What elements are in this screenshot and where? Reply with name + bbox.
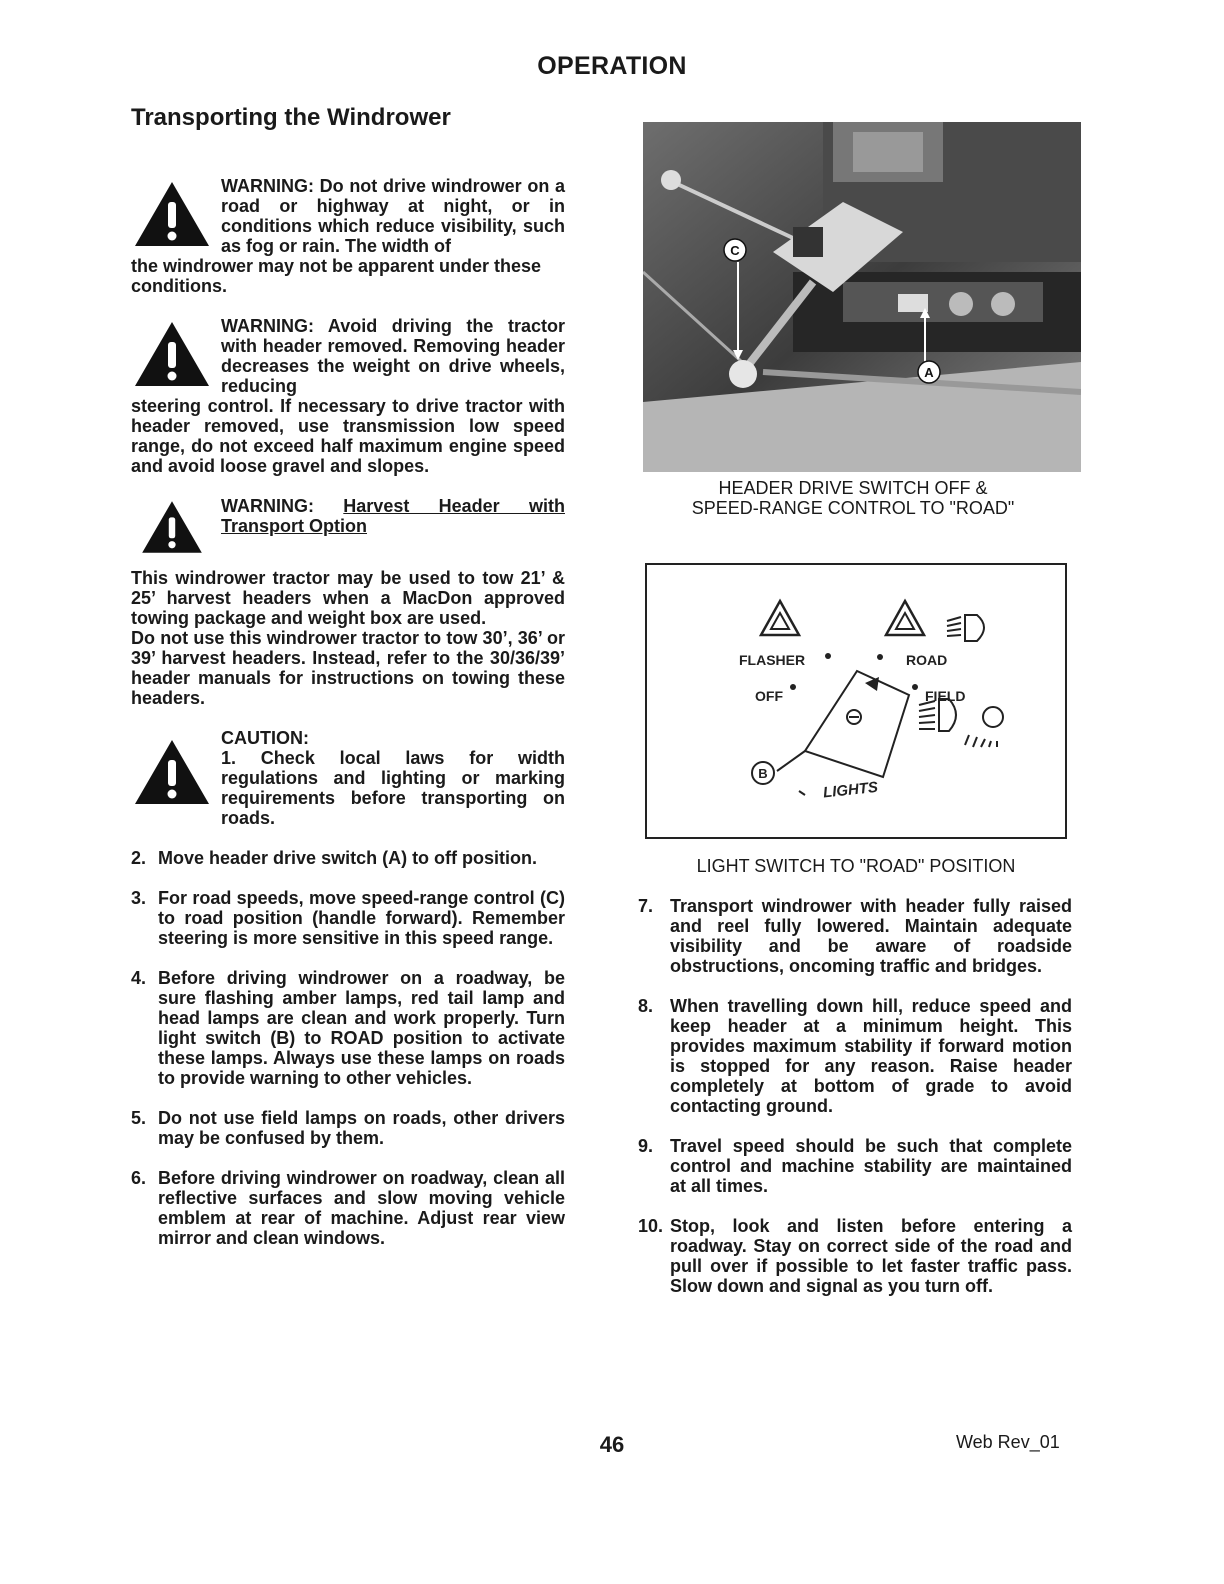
field-position-dot (912, 684, 918, 690)
light-switch-diagram (645, 563, 1067, 839)
light-switch-drawing (647, 565, 1065, 837)
hazard-triangle-icon (886, 601, 924, 635)
warning-text-tail: the windrower may not be apparent under these conditions. (131, 256, 542, 296)
towing-info (131, 568, 565, 708)
step-text: Move header drive switch (A) to off position. (158, 848, 538, 868)
list-item (131, 968, 565, 1088)
step-text: Before driving windrower on roadway, clean all reflective surfaces and slow moving vehicle emblem at rear of machine. Adjust rear view mirror and clean windows. (158, 1168, 565, 1248)
list-item (131, 888, 565, 948)
photo-caption-line: HEADER DRIVE SWITCH OFF & (718, 478, 988, 498)
step-number: 8. (638, 996, 654, 1016)
left-column (131, 176, 565, 1268)
lights-label: LIGHTS (822, 778, 879, 802)
warning-transport-option (131, 496, 565, 556)
callout-a: A (924, 365, 934, 380)
step-number: 9. (638, 1136, 654, 1156)
step-number: 5. (131, 1108, 147, 1128)
caution-title: CAUTION: (221, 728, 309, 748)
warning-text-tail: steering control. If necessary to drive tractor with header removed, use transmission low speed range, do not exceed half maximum engine speed and avoid loose gravel and slopes. (131, 396, 565, 476)
step-text: For road speeds, move speed-range control (C) to road position (handle forward). Remember steering is more sensitive in this speed range. (158, 888, 565, 948)
list-item (638, 1136, 1072, 1196)
step-number: 10. (638, 1216, 664, 1236)
off-label: OFF (755, 688, 783, 704)
cab-controls-photo (643, 122, 1081, 472)
warning-triangle-icon (131, 178, 213, 250)
road-label: ROAD (906, 652, 948, 668)
step-number: 6. (131, 1168, 147, 1188)
step-number: 3. (131, 888, 147, 908)
field-lamp-icon (919, 699, 1003, 747)
list-item (638, 896, 1072, 976)
revision-label: Web Rev_01 (956, 1432, 1060, 1452)
step-number: 4. (131, 968, 147, 988)
list-item (131, 1168, 565, 1248)
warning-prefix: WARNING: (221, 496, 344, 516)
field-label: FIELD (925, 688, 966, 704)
warning-text: WARNING: Avoid driving the tractor with header removed. Removing header decreases the weight on drive wheels, reducing (221, 316, 565, 396)
list-item (638, 1216, 1072, 1296)
step-text: Travel speed should be such that complete control and machine stability are maintained at all times. (670, 1136, 1072, 1196)
warning-triangle-icon (131, 736, 213, 808)
step-text: Transport windrower with header fully raised and reel fully lowered. Maintain adequate visibility and be aware of roadside obstructions, oncoming traffic and bridges. (670, 896, 1072, 976)
diagram-caption: LIGHT SWITCH TO "ROAD" POSITION (696, 856, 1016, 876)
towing-paragraph: This windrower tractor may be used to tow 21’ & 25’ harvest headers when a MacDon approved towing package and weight box are used. (131, 568, 565, 628)
warning-visibility (131, 176, 565, 296)
list-item (638, 996, 1072, 1116)
photo-caption-line: SPEED-RANGE CONTROL TO "ROAD" (691, 498, 1015, 518)
hazard-triangle-icon (761, 601, 799, 635)
list-item (131, 1108, 565, 1148)
caution-block (131, 728, 565, 828)
step-text: Do not use field lamps on roads, other drivers may be confused by them. (158, 1108, 565, 1148)
step-text: When travelling down hill, reduce speed and keep header at a minimum height. This provides maximum stability if forward motion is stopped for any reason. Raise header completely at bottom of grade to avoid contacting ground. (670, 996, 1072, 1116)
warning-text: WARNING: Do not drive windrower on a road or highway at night, or in conditions which reduce visibility, such as fog or rain. The width of (221, 176, 565, 256)
page-header: OPERATION (537, 52, 687, 80)
caution-text: 1. Check local laws for width regulations and lighting or marking requirements before transporting on roads. (221, 748, 565, 828)
right-steps (638, 896, 1072, 1316)
list-item (131, 848, 565, 868)
off-position-dot (790, 684, 796, 690)
callout-line-b (777, 751, 805, 771)
warning-triangle-icon (131, 498, 213, 556)
warning-underlined-title: Harvest Header with Transport Option (221, 496, 565, 536)
step-number: 2. (131, 848, 147, 868)
section-title: Transporting the Windrower (131, 104, 451, 131)
light-switch-knob (805, 671, 909, 777)
callout-b: B (758, 766, 768, 781)
towing-paragraph: Do not use this windrower tractor to tow 30’, 36’ or 39’ harvest headers. Instead, refer to the 30/36/39’ header manuals for instructions on towing these headers. (131, 628, 565, 708)
flasher-position-dot (825, 653, 831, 659)
photo-caption (643, 478, 1063, 518)
warning-header-removed (131, 316, 565, 476)
page-number: 46 (599, 1432, 625, 1457)
callout-c: C (730, 243, 740, 258)
headlamp-icon (947, 615, 984, 641)
road-position-dot (877, 654, 883, 660)
step-number: 7. (638, 896, 654, 916)
step-text: Before driving windrower on a roadway, be sure flashing amber lamps, red tail lamp and head lamps are clean and work properly. Turn light switch (B) to ROAD position to activate these lamps. Always use these lamps on roads to provide warning to other vehicles. (158, 968, 565, 1088)
flasher-label: FLASHER (739, 652, 806, 668)
step-text: Stop, look and listen before entering a roadway. Stay on correct side of the road and pull over if possible to let faster traffic pass. Slow down and signal as you turn off. (670, 1216, 1072, 1296)
warning-triangle-icon (131, 318, 213, 390)
